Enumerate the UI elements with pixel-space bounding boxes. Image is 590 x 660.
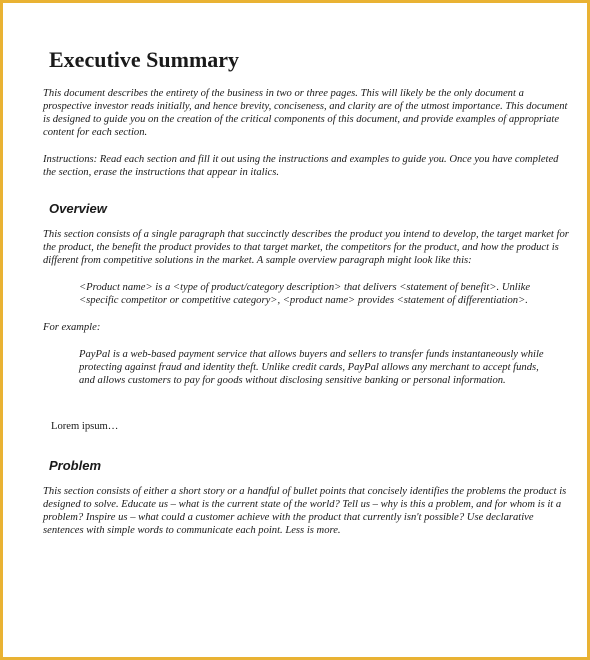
overview-heading: Overview xyxy=(49,201,107,216)
document-body xyxy=(43,47,571,551)
document-title: Executive Summary xyxy=(49,47,240,72)
instructions-paragraph: Instructions: Read each section and fill it out using the instructions and examples to guide you. Once you have completed the section, erase the instructions that appear in italics. xyxy=(43,154,559,178)
overview-paragraph: This section consists of a single paragraph that succinctly describes the product you intend to develop, the target market for the product, the benefit the product provides to that target market, the competitors for the product, and how the product is different from competitive solutions in the market. A sample overview paragraph might look like this: xyxy=(43,229,569,266)
overview-template: <Product name> is a <type of product/category description> that delivers <statement of benefit>. Unlike <specific competitor or competitive category>, <product name> provides <statement of differentiation>. xyxy=(79,282,531,306)
example-label: For example: xyxy=(43,322,101,333)
problem-paragraph: This section consists of either a short story or a handful of bullet points that concisely identifies the problems the product is designed to solve. Educate us – what is the current state of the world? Tell us – why is this a problem, and for whom is it a problem? Inspire us – what could a customer achieve with the product that currently isn't possible? Use declarative sentences with simple words to communicate each point. Less is more. xyxy=(43,486,567,536)
intro-paragraph: This document describes the entirety of the business in two or three pages. This will likely be the only document a prospective investor reads initially, and hence brevity, conciseness, and clarity are of the utmost importance. This document is designed to guide you on the creation of the critical components of this document, and provide examples of appropriate content for each section. xyxy=(43,88,568,138)
problem-heading: Problem xyxy=(49,458,102,473)
lorem-placeholder: Lorem ipsum… xyxy=(51,421,119,432)
example-paragraph: PayPal is a web-based payment service that allows buyers and sellers to transfer funds instantaneously while protecting against fraud and identity theft. Unlike credit cards, PayPal allows any merchant to accept funds, and allows customers to pay for goods without disclosing sensitive banking or personal information. xyxy=(79,349,544,386)
